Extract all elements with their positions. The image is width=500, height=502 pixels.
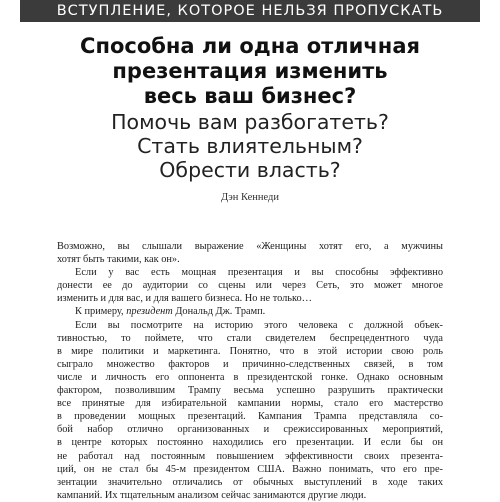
body-text: [57, 240, 443, 502]
text-line: [57, 305, 443, 318]
text-run: К примеру,: [75, 306, 127, 318]
title-line: презентация изменить: [112, 59, 388, 83]
text-line: Если вы посмотрите на историю этого человека с должной объек-: [75, 319, 443, 331]
text-line: хотят быть такими, как он».: [57, 254, 180, 266]
subtitle-line: Стать влиятельным?: [137, 134, 363, 158]
text-line: тивностью, то поймете, что стали свидетелем беспрецедентного чуда: [57, 332, 443, 344]
text-line: в проведении мощных презентаций. Кампания Трампа представляла со-: [57, 411, 443, 423]
chapter-header-bar: [20, 0, 480, 22]
chapter-header-text: ВСТУПЛЕНИЕ, КОТОРОЕ НЕЛЬЗЯ ПРОПУСКАТЬ: [56, 3, 444, 19]
italic-text: президент: [126, 306, 173, 318]
text-line: Если у вас есть мощная презентация и вы способны эффективно: [75, 267, 443, 279]
paragraph: [57, 240, 443, 266]
text-line: числе и личность его оппонента в президентской гонке. Однако основным: [57, 371, 443, 383]
text-line: ций, он не стал бы 45-м президентом США. Важно понимать, что его пре-: [57, 463, 443, 475]
author-name: Дэн Кеннеди: [221, 192, 279, 203]
text-line: фактором, позволившим Трампу весьма успешно разрушить практически: [57, 385, 443, 397]
subtitle-line: Обрести власть?: [159, 158, 341, 182]
text-line: донести ее до аудитории со сцены или через Сеть, это может многое: [57, 280, 443, 292]
paragraph: [57, 319, 443, 502]
text-line: бой набор отлично организованных и срежиссированных мероприятий,: [57, 424, 443, 436]
text-line: изменить и для вас, и для вашего бизнеса. Но не только…: [57, 293, 313, 305]
text-line: зентации значительно отличались от обычных выступлений в ходе таких: [57, 476, 443, 488]
text-line: все принятые для избирательной кампании нормы, стало его мастерство: [57, 398, 443, 410]
subtitle-line: Помочь вам разбогатеть?: [111, 110, 389, 134]
chapter-title: [30, 34, 470, 109]
text-line: в центре которых постоянно находились его презентации. И если бы он: [57, 437, 443, 449]
title-line: Способна ли одна отличная: [80, 34, 420, 58]
text-run: Дональд Дж. Трамп.: [172, 306, 266, 318]
text-line: кампаний. Их тщательным анализом сейчас занимаются другие люди.: [57, 489, 367, 501]
title-line: весь ваш бизнес?: [143, 84, 357, 108]
paragraph: [57, 266, 443, 305]
text-line: Возможно, вы слышали выражение «Женщины хотят его, а мужчины: [57, 241, 443, 252]
text-line: не работал над постоянным повышением эффективности своих презента-: [57, 450, 443, 462]
paragraph: [57, 305, 443, 318]
text-line: сыграло множество факторов и причинно-следственных связей, в том: [57, 358, 443, 370]
text-line: в мире политики и маркетинга. Понятно, что в этой истории свою роль: [57, 345, 443, 357]
chapter-subtitle: [30, 110, 470, 182]
